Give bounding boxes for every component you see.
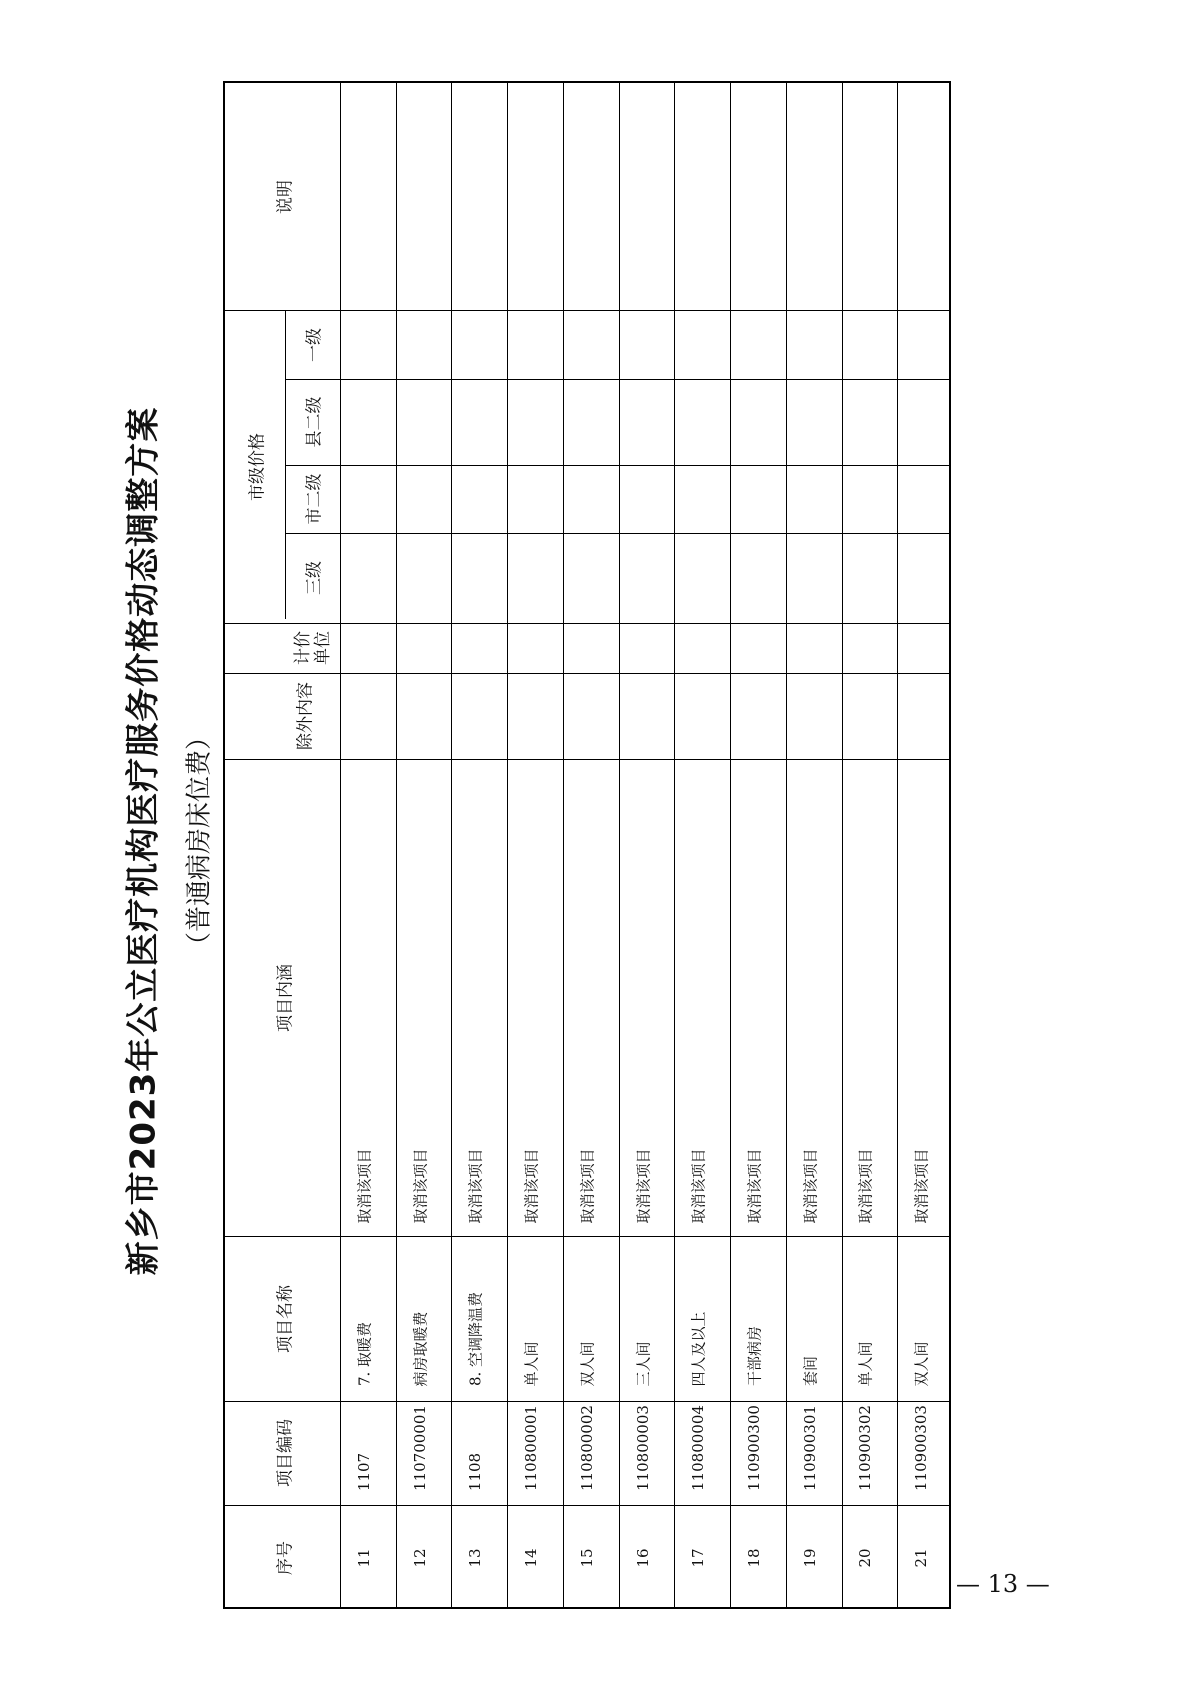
column-divider: [225, 623, 949, 624]
row-name: 三人间: [634, 1340, 652, 1387]
header-code: 项目编码: [275, 1419, 295, 1487]
row-seq: 11: [354, 1548, 373, 1568]
row-code: 110800001: [522, 1405, 541, 1491]
row-name: 双人间: [912, 1340, 931, 1387]
row-seq: 21: [912, 1548, 931, 1568]
row-content: 取消该项目: [466, 1147, 485, 1224]
column-divider: [285, 379, 949, 380]
row-code: 110900302: [856, 1405, 875, 1491]
row-name: 单人间: [856, 1340, 875, 1387]
row-divider: [396, 83, 397, 1607]
row-seq: 12: [410, 1548, 429, 1568]
row-name: 套间: [801, 1355, 820, 1387]
row-content: 取消该项目: [745, 1147, 764, 1224]
column-divider: [225, 310, 949, 311]
row-code: 1107: [354, 1452, 373, 1492]
page-subtitle: （普通病房床位费）: [184, 723, 215, 959]
row-name: 病房取暖费: [411, 1310, 430, 1387]
header-exclude: 除外内容: [295, 682, 315, 750]
row-code: 110900303: [912, 1405, 931, 1491]
row-code: 110800003: [633, 1405, 652, 1491]
row-divider: [730, 83, 731, 1607]
price-table: [223, 81, 951, 1609]
row-name: 单人间: [522, 1340, 541, 1387]
row-divider: [563, 83, 564, 1607]
row-divider: [340, 83, 341, 1607]
row-content: 取消该项目: [689, 1147, 708, 1224]
header-county-level2: 县二级: [304, 396, 325, 448]
header-note: 说明: [275, 179, 295, 214]
column-divider: [285, 465, 949, 466]
header-level3: 三级: [304, 561, 325, 595]
row-seq: 17: [689, 1548, 708, 1568]
row-divider: [897, 83, 898, 1607]
row-content: 取消该项目: [355, 1147, 374, 1224]
row-content: 取消该项目: [912, 1147, 931, 1224]
row-content: 取消该项目: [411, 1147, 430, 1224]
row-seq: 15: [577, 1548, 596, 1568]
header-unit: 计价单位: [292, 631, 333, 665]
row-name: 8. 空调降温费: [466, 1291, 485, 1387]
row-code: 110900301: [800, 1405, 819, 1491]
price-group-divider: [285, 310, 286, 619]
row-content: 取消该项目: [578, 1147, 597, 1224]
row-divider: [507, 83, 508, 1607]
row-content: 取消该项目: [856, 1147, 875, 1224]
row-seq: 13: [466, 1548, 485, 1568]
column-divider: [225, 1505, 949, 1506]
row-divider: [786, 83, 787, 1607]
header-name: 项目名称: [275, 1284, 295, 1353]
row-seq: 19: [800, 1548, 819, 1568]
row-divider: [451, 83, 452, 1607]
row-divider: [674, 83, 675, 1607]
header-level1: 一级: [304, 327, 325, 362]
header-city-level2: 市二级: [304, 473, 325, 525]
row-seq: 14: [522, 1548, 541, 1568]
page-number: — 13 —: [956, 1570, 1050, 1598]
row-code: 1108: [466, 1452, 485, 1492]
column-divider: [225, 1401, 949, 1402]
row-name: 四人及以上: [689, 1310, 708, 1387]
row-divider: [842, 83, 843, 1607]
row-divider: [619, 83, 620, 1607]
column-divider: [225, 1236, 949, 1237]
row-seq: 18: [744, 1548, 763, 1568]
column-divider: [225, 759, 949, 760]
row-code: 110800004: [689, 1405, 708, 1491]
header-content: 项目内涵: [275, 963, 295, 1032]
row-code: 110800002: [577, 1405, 596, 1491]
row-name: 7. 取暖费: [355, 1321, 374, 1387]
row-content: 取消该项目: [634, 1147, 652, 1224]
row-seq: 20: [856, 1548, 875, 1568]
header-city-price: 市级价格: [247, 432, 268, 501]
row-name: 双人间: [578, 1340, 597, 1387]
row-name: 干部病房: [745, 1325, 764, 1387]
row-content: 取消该项目: [522, 1147, 541, 1224]
row-content: 取消该项目: [801, 1147, 820, 1224]
column-divider: [285, 533, 949, 534]
row-code: 110900300: [744, 1405, 763, 1491]
row-code: 110700001: [410, 1405, 429, 1491]
column-divider: [225, 673, 949, 674]
page-title: 新乡市2023年公立医疗机构医疗服务价格动态调整方案: [123, 406, 164, 1276]
row-seq: 16: [633, 1548, 652, 1568]
header-seq: 序号: [275, 1541, 295, 1575]
